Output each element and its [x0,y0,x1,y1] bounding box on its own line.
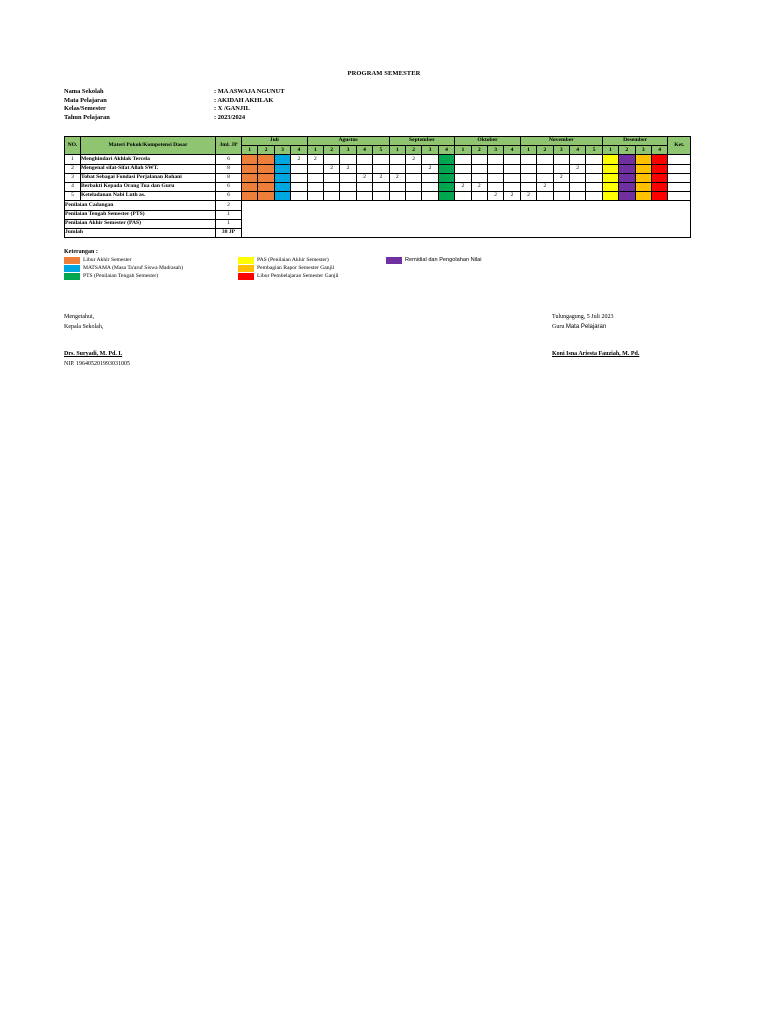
signature-left-block [64,349,130,369]
week-cell [553,164,569,173]
header-jp: Jml. JP [216,137,242,155]
week-cell [373,155,389,164]
header-week: 3 [274,146,290,155]
legend-item [64,257,131,265]
legend-label: Remidial dan Pengolahan Nilai [405,257,482,263]
week-cell [537,173,553,182]
week-cell [553,192,569,201]
week-cell: 2 [389,173,405,182]
week-cell [520,155,536,164]
table-row [65,164,691,173]
summary-row [65,201,691,210]
week-cell [471,164,487,173]
week-cell [307,192,323,201]
summary-label: Penilaian Tengah Semester (PTS) [65,210,216,219]
week-cell [455,192,471,201]
info-label: Kelas/Semester [64,105,106,112]
info-row-subject [64,97,284,106]
week-cell [274,173,290,182]
header-week: 3 [422,146,438,155]
info-value: : MA ASWAJA NGUNUT [214,88,285,95]
header-week: 1 [520,146,536,155]
empty-area [242,201,691,238]
header-week: 2 [537,146,553,155]
week-cell [356,192,372,201]
header-week: 2 [619,146,635,155]
signature-left-line1: Mengetahui, [64,314,95,320]
week-cell [258,173,274,182]
signature-left-line2: Kepala Sekolah, [64,324,104,330]
page-title: PROGRAM SEMESTER [347,70,421,77]
week-cell: 2 [323,164,339,173]
info-label: Nama Sekolah [64,88,104,95]
week-cell [274,192,290,201]
week-cell [242,182,258,191]
info-value: : 2023/2024 [214,113,246,121]
week-cell [422,173,438,182]
week-cell [487,164,503,173]
week-cell [569,192,585,201]
row-jp: 6 [216,192,242,201]
header-week: 4 [651,146,667,155]
week-cell [619,173,635,182]
summary-jp: 2 [216,201,242,210]
row-ket [668,182,691,191]
header-week: 4 [438,146,454,155]
signature-right-role: Guru [552,324,566,330]
week-cell: 2 [405,155,421,164]
week-cell [586,155,602,164]
week-cell [405,164,421,173]
week-cell [274,155,290,164]
week-cell [323,173,339,182]
row-number: 5 [65,192,81,201]
header-week: 4 [569,146,585,155]
week-cell [340,182,356,191]
header-week: 3 [553,146,569,155]
week-cell [504,173,520,182]
week-cell [340,192,356,201]
signature-right-block [552,349,639,359]
week-cell: 2 [455,182,471,191]
week-cell [405,192,421,201]
week-cell [619,164,635,173]
legend-swatch [238,257,254,264]
row-number: 2 [65,164,81,173]
week-cell [651,182,667,191]
week-cell [242,164,258,173]
week-cell [323,182,339,191]
table-row [65,155,691,164]
week-cell [487,173,503,182]
header-materi: Materi Pokok/Kompetensi Dasar [81,137,216,155]
week-cell [356,182,372,191]
week-cell [438,192,454,201]
signature-left-name: Drs. Suryadi, M. Pd. I. [64,351,123,357]
header-month: September [389,137,455,146]
header-week: 3 [340,146,356,155]
week-cell [619,155,635,164]
signature-left-nip: NIP. 196405201993031005 [64,361,131,367]
week-cell [258,155,274,164]
week-cell [602,155,618,164]
week-cell [651,173,667,182]
header-week: 1 [389,146,405,155]
week-cell: 2 [569,164,585,173]
info-row-class [64,105,284,114]
week-cell [438,164,454,173]
week-cell [373,182,389,191]
week-cell [635,173,651,182]
week-cell [258,164,274,173]
week-cell [504,155,520,164]
row-jp: 6 [216,182,242,191]
week-cell [373,164,389,173]
week-cell [389,155,405,164]
week-cell [635,182,651,191]
header-ket: Ket. [668,137,691,155]
week-cell: 2 [553,173,569,182]
week-cell [323,192,339,201]
week-cell [651,164,667,173]
week-cell [274,164,290,173]
header-week: 3 [487,146,503,155]
header-month: Agustus [307,137,389,146]
legend-item [238,273,339,281]
week-cell [487,182,503,191]
week-cell [586,192,602,201]
week-cell [471,192,487,201]
week-cell: 2 [520,192,536,201]
row-materi: Tobat Sebagai Fondasi Perjalanan Rohani [81,173,216,182]
header-week: 2 [405,146,421,155]
week-cell [422,192,438,201]
week-cell [504,182,520,191]
legend-swatch [64,257,80,264]
legend-item [238,257,329,265]
header-month: Juli [242,137,308,146]
legend-swatch [238,265,254,272]
signature-right-name: Koni Isna Ariesta Fauziah, M. Pd. [552,351,640,357]
legend-label: PTS (Penilaian Tengah Semester) [83,273,159,279]
week-cell [586,173,602,182]
week-cell [504,164,520,173]
row-ket [668,173,691,182]
header-week: 2 [258,146,274,155]
week-cell: 2 [340,164,356,173]
info-value: : AKIDAH AKHLAK [214,96,274,104]
week-cell [422,155,438,164]
header-week: 1 [242,146,258,155]
week-cell: 2 [356,173,372,182]
week-cell [307,164,323,173]
legend-swatch [386,257,402,264]
summary-label: Penilaian Akhir Semester (PAS) [65,219,216,228]
week-cell [651,155,667,164]
legend-item [64,273,158,281]
week-cell [389,164,405,173]
header-week: 2 [323,146,339,155]
week-cell [602,164,618,173]
week-cell [651,192,667,201]
row-number: 3 [65,173,81,182]
week-cell [438,155,454,164]
week-cell [471,155,487,164]
summary-jp: 38 JP [216,228,242,237]
week-cell: 2 [471,182,487,191]
week-cell [455,155,471,164]
week-cell [569,155,585,164]
week-cell [619,182,635,191]
header-week: 1 [455,146,471,155]
summary-label: Jumlah [65,228,216,237]
week-cell: 2 [504,192,520,201]
week-cell [274,182,290,191]
week-cell [635,155,651,164]
legend-title: Keterangan : [64,249,98,255]
row-ket [668,164,691,173]
week-cell [356,164,372,173]
week-cell [389,182,405,191]
summary-label: Penilaian Cadangan [65,201,216,210]
week-cell [553,182,569,191]
signature-right [552,312,613,332]
info-label: Mata Pelajaran [64,96,107,104]
week-cell [438,173,454,182]
week-cell [323,155,339,164]
summary-jp: 1 [216,210,242,219]
row-jp: 8 [216,164,242,173]
week-cell [242,155,258,164]
week-cell: 2 [291,155,307,164]
info-row-school [64,88,284,97]
legend-label: Libur Pembelajaran Semester Ganjil [257,273,339,279]
week-cell [537,192,553,201]
week-cell [373,192,389,201]
header-week: 1 [307,146,323,155]
week-cell [405,173,421,182]
week-cell: 2 [422,164,438,173]
week-cell [553,155,569,164]
week-cell [422,182,438,191]
week-cell [405,182,421,191]
header-week: 4 [504,146,520,155]
row-number: 4 [65,182,81,191]
header-no: NO. [65,137,81,155]
header-month: Oktober [455,137,521,146]
week-cell: 2 [487,192,503,201]
week-cell [258,192,274,201]
week-cell [635,192,651,201]
legend-swatch [64,273,80,280]
week-cell [537,164,553,173]
legend-item [386,257,482,265]
week-cell [569,173,585,182]
header-week: 4 [356,146,372,155]
week-cell [635,164,651,173]
week-cell [520,173,536,182]
row-jp: 6 [216,155,242,164]
row-materi: Keteladanan Nabi Luth as. [81,192,216,201]
week-cell [242,173,258,182]
week-cell [471,173,487,182]
table-row [65,192,691,201]
legend-label: Libur Akhir Semester [83,257,132,263]
legend-item [64,265,183,273]
header-month: Desember [602,137,668,146]
info-row-year [64,114,284,123]
info-value: : X /GANJIL [214,105,250,112]
week-cell [619,192,635,201]
week-cell [438,182,454,191]
week-cell [569,182,585,191]
legend-item [238,265,334,273]
header-week: 5 [373,146,389,155]
table-row [65,173,691,182]
row-ket [668,192,691,201]
signature-left [64,312,103,332]
week-cell [389,192,405,201]
week-cell [291,173,307,182]
legend-swatch [238,273,254,280]
week-cell: 2 [307,155,323,164]
week-cell [258,182,274,191]
week-cell [340,155,356,164]
week-cell [455,173,471,182]
week-cell [291,182,307,191]
week-cell [487,155,503,164]
week-cell [602,173,618,182]
week-cell [602,182,618,191]
row-materi: Mengenal sifat-Sifat Allah SWT. [81,164,216,173]
week-cell [586,182,602,191]
header-week: 2 [471,146,487,155]
signature-right-role-subject: Mata Pelajaran [565,324,607,330]
table-row [65,182,691,191]
header-week: 4 [291,146,307,155]
header-week: 5 [586,146,602,155]
row-materi: Menghindari Akhlak Tercela [81,155,216,164]
row-materi: Berbakti Kepada Orang Tua dan Guru [81,182,216,191]
week-cell [520,182,536,191]
week-cell [537,155,553,164]
row-jp: 8 [216,173,242,182]
week-cell [586,164,602,173]
week-cell: 2 [537,182,553,191]
week-cell [455,164,471,173]
summary-jp: 1 [216,219,242,228]
header-month: November [520,137,602,146]
header-week: 1 [602,146,618,155]
school-info [64,88,284,122]
week-cell [307,173,323,182]
semester-program-table [64,136,691,238]
row-number: 1 [65,155,81,164]
week-cell [242,192,258,201]
legend-swatch [64,265,80,272]
signature-right-line1: Tulungagung, 5 Juli 2023 [552,314,614,320]
info-label: Tahun Pelajaran [64,113,110,121]
row-ket [668,155,691,164]
header-week: 3 [635,146,651,155]
week-cell [291,164,307,173]
week-cell: 2 [373,173,389,182]
week-cell [307,182,323,191]
week-cell [602,192,618,201]
week-cell [520,164,536,173]
week-cell [356,155,372,164]
legend-label: Pembagian Rapor Semester Ganjil [257,265,335,271]
legend-label: PAS (Penilaian Akhir Semester) [257,257,329,263]
week-cell [340,173,356,182]
week-cell [291,192,307,201]
legend-label: MATSAMA (Masa Ta'aruf Siswa Madrasah) [83,265,183,271]
